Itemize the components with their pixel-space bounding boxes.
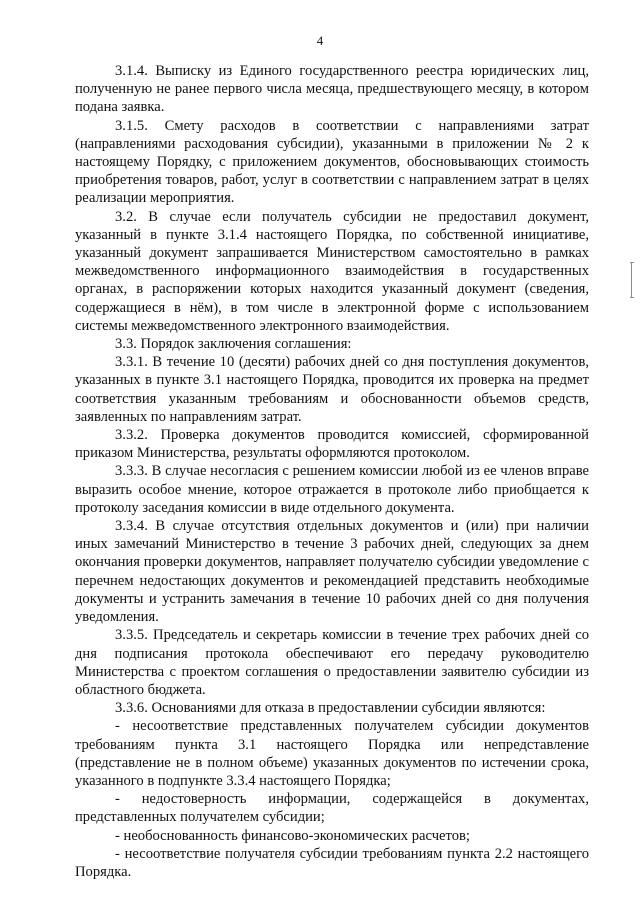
list-item-refusal-reason-1: - несоответствие представленных получателем субсидии документов требованиям пункта 3.1 настоящего Порядка или непредставление (представление не в полном объеме) указанных документов по истечении срока, указанного в подпункте 3.3.4 настоящего Порядка; (75, 718, 589, 789)
paragraph-3-1-4: 3.1.4. Выписку из Единого государственного реестра юридических лиц, полученную не ранее первого числа месяца, предшествующего месяцу, в котором подана заявка. (75, 63, 589, 116)
paragraph-3-3-1: 3.3.1. В течение 10 (десяти) рабочих дней со дня поступления документов, указанных в пункте 3.1 настоящего Порядка, проводится их проверка на предмет соответствия указанным требованиям и обоснованности объемов средств, заявленных по направлениям затрат. (75, 354, 589, 425)
paragraph-3-1-5: 3.1.5. Смету расходов в соответствии с направлениями затрат (направлениями расходования субсидии), указанными в приложении № 2 к настоящему Порядку, с приложением документов, обосновывающих стоимость приобретения товаров, работ, услуг в соответствии с направлением затрат в целях реализации мероприятия. (75, 117, 589, 207)
list-item-refusal-reason-4: - несоответствие получателя субсидии требованиям пункта 2.2 настоящего Порядка. (75, 845, 589, 880)
list-item-refusal-reason-2: - недостоверность информации, содержащейся в документах, представленных получателем субсидии; (75, 791, 589, 826)
paragraph-3-3-6: 3.3.6. Основаниями для отказа в предоставлении субсидии являются: (115, 700, 546, 717)
paragraph-3-3-5: 3.3.5. Председатель и секретарь комиссии в течение трех рабочих дней со дня подписания протокола обеспечивают его передачу руководителю Министерства с проектом соглашения о предоставлении заявителю субсидии из областного бюджета. (75, 627, 589, 698)
list-item-refusal-reason-3: - необоснованность финансово-экономических расчетов; (115, 827, 470, 844)
paragraph-3-3-2: 3.3.2. Проверка документов проводится комиссией, сформированной приказом Министерства, результаты оформляются протоколом. (75, 427, 589, 462)
paragraph-3-3: 3.3. Порядок заключения соглашения: (115, 336, 352, 353)
paragraph-3-2: 3.2. В случае если получатель субсидии не предоставил документ, указанный в пункте 3.1.4 настоящего Порядка, по собственной инициативе, указанный документ запрашивается Министерством самостоятельно в рамках межведомственного информационного взаимодействия в государственных органах, в распоряжении которых находится указанный документ (сведения, содержащиеся в нём), в том числе в электронной форме с использованием системы межведомственного электронного взаимодействия. (75, 208, 589, 334)
paragraph-3-3-3: 3.3.3. В случае несогласия с решением комиссии любой из ее членов вправе выразить особое мнение, которое отражается в протоколе либо приобщается к протоколу заседания комиссии в виде отдельного документа. (75, 463, 589, 516)
page-number: 4 (316, 33, 324, 48)
document-body (75, 62, 589, 881)
scan-edge-tick-top (630, 262, 634, 263)
scan-edge-tick-bottom (630, 297, 634, 298)
scan-edge-mark (631, 262, 632, 298)
paragraph-3-3-4: 3.3.4. В случае отсутствия отдельных документов и (или) при наличии иных замечаний Министерство в течение 3 рабочих дней, следующих за днем окончания проверки документов, направляет получателю субсидии уведомление с перечнем недостающих документов и рекомендацией представить необходимые документы и устранить замечания в течение 10 рабочих дней со дня получения уведомления. (75, 518, 589, 626)
